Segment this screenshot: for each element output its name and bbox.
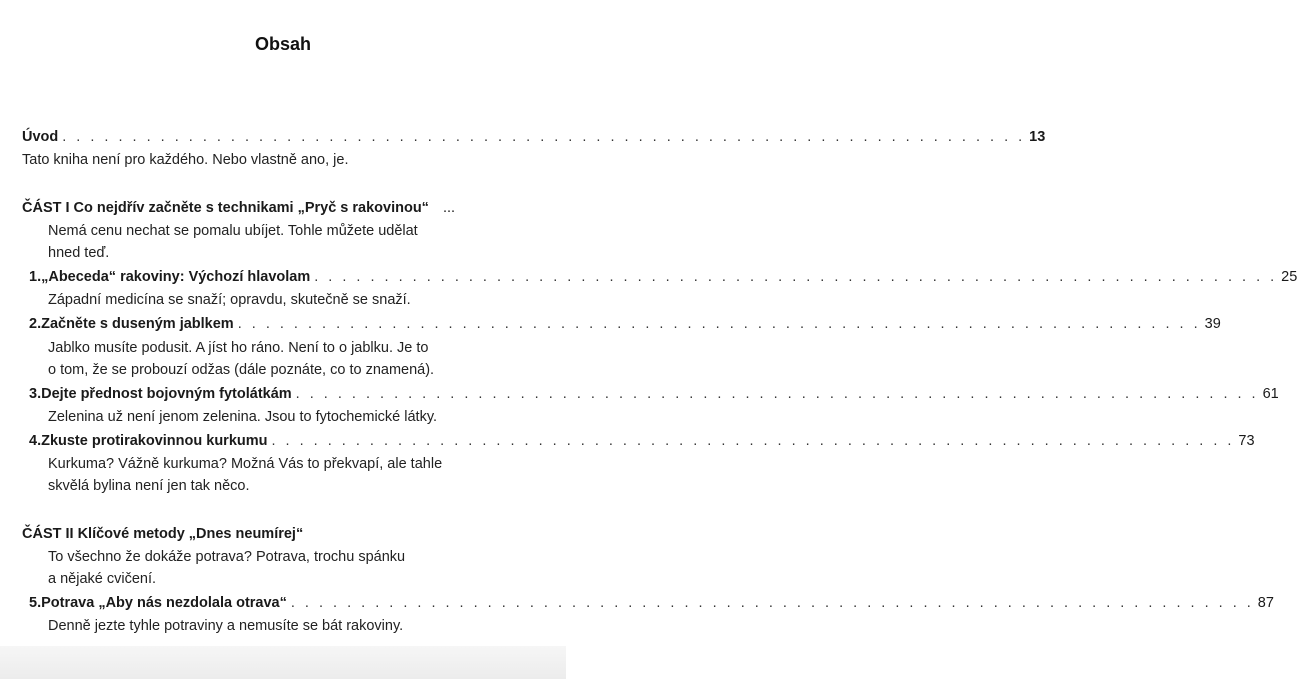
toc-entry-chapter-2[interactable] xyxy=(29,315,1221,333)
toc-entry-page: 13 xyxy=(1029,129,1046,145)
chapter-number: 5. xyxy=(29,595,42,611)
chapter-number: 4. xyxy=(29,433,42,449)
leader-dots: . . . . . . . . . . . . . . . . . . . . . . . . . . . . . . . . . . . . . . . . . . . . . . . . . . . . . . . . . . . . . . . . . . . . . xyxy=(290,595,1254,611)
toc-entry-intro[interactable] xyxy=(22,128,1046,146)
toc-entry-page: 25 xyxy=(1281,269,1297,285)
toc-entry-chapter-5[interactable] xyxy=(29,594,1274,612)
toc-entry-part-1[interactable] xyxy=(22,199,514,217)
toc-entry-desc: To všechno že dokáže potrava? Potrava, trochu spánku xyxy=(48,549,406,565)
chapter-number: 2. xyxy=(29,316,42,332)
toc-entry-desc: Nemá cenu nechat se pomalu ubíjet. Tohle můžete udělat xyxy=(48,223,418,239)
chapter-number: 3. xyxy=(29,386,42,402)
toc-entry-desc: Denně jezte tyhle potraviny a nemusíte se bát rakoviny. xyxy=(48,618,404,634)
toc-entry-chapter-4[interactable] xyxy=(29,432,1255,450)
toc-entry-title: Dejte přednost bojovným fytolátkám xyxy=(41,386,292,402)
toc-entry-page: 73 xyxy=(1238,433,1255,449)
toc-entry-desc: Tato kniha není pro každého. Nebo vlastně ano, je. xyxy=(22,152,349,168)
toc-entry-desc: a nějaké cvičení. xyxy=(48,571,157,587)
toc-entry-desc: o tom, že se probouzí odžas (dále poznáte, co to znamená). xyxy=(48,362,435,378)
toc-entry-page: 39 xyxy=(1204,316,1221,332)
toc-entry-page: 61 xyxy=(1262,386,1279,402)
leader-dots: . . . . . . . . . . . . . . . . . . . . . . . . . . . . . . . . . . . . . . . . . . . . . . . . . . . . . . . . . . . . . . . . . . . . . xyxy=(271,433,1235,449)
toc-entry-title: Zkuste protirakovinnou kurkumu xyxy=(41,433,268,449)
leader-dots: . . . . . . . . . . . . . . . . . . . . . . . . . . . . . . . . . . . . . . . . . . . . . . . . . . . . . . . . . . . . . . . . . . . . . xyxy=(237,316,1201,332)
toc-entry-title: ČÁST I Co nejdřív začněte s technikami „Pryč s rakovinou“ xyxy=(22,200,429,216)
toc-entry-desc: Zelenina už není jenom zelenina. Jsou to fytochemické látky. xyxy=(48,409,438,425)
leader-dots: . . . . . . . . . . . . . . . . . . . . . . . . . . . . . . . . . . . . . . . . . . . . . . . . . . . . . . . . . . . . . . . . . . . . . xyxy=(62,129,1026,145)
toc-entry-title: Začněte s duseným jablkem xyxy=(41,316,234,332)
toc-entry-chapter-1[interactable] xyxy=(29,268,1297,286)
toc-entry-page: 87 xyxy=(1257,595,1274,611)
leader-dots: . . . . . . . . . . . . . . . . . . . . . . . . . . . . . . . . . . . . . . . . . . . . . . . . . . . . . . . . . . . . . . . . . . . . . xyxy=(314,269,1278,285)
page-title: Obsah xyxy=(254,34,311,54)
page-bottom-shade xyxy=(0,646,566,679)
toc-entry-desc: skvělá bylina není jen tak něco. xyxy=(48,478,250,494)
toc-entry-title: ČÁST II Klíčové metody „Dnes neumírej“ xyxy=(22,526,304,542)
toc-entry-title: Úvod xyxy=(22,129,59,145)
chapter-number: 1. xyxy=(29,269,42,285)
toc-entry-desc: Kurkuma? Vážně kurkuma? Možná Vás to překvapí, ale tahle xyxy=(48,456,443,472)
toc-entry-desc: Jablko musíte podusit. A jíst ho ráno. Není to o jablku. Je to xyxy=(48,340,429,356)
toc-entry-desc: Západní medicína se snaží; opravdu, skutečně se snaží. xyxy=(48,292,411,308)
leader-dots: . . . . . . . . . . . . . . . . . . . . . . . . . . . . . . . . . . . . . . . . . . . . . . . . . . . . . . . . . . . . . . . . . . . . . xyxy=(295,386,1259,402)
toc-entry-desc: hned teď. xyxy=(48,245,110,261)
toc-entry-title: „Abeceda“ rakoviny: Výchozí hlavolam xyxy=(41,269,311,285)
toc-entry-chapter-3[interactable] xyxy=(29,385,1279,403)
toc-entry-part-2[interactable] xyxy=(22,525,514,543)
toc-entry-page: ... xyxy=(442,200,456,216)
toc-entry-title: Potrava „Aby nás nezdolala otrava“ xyxy=(41,595,287,611)
